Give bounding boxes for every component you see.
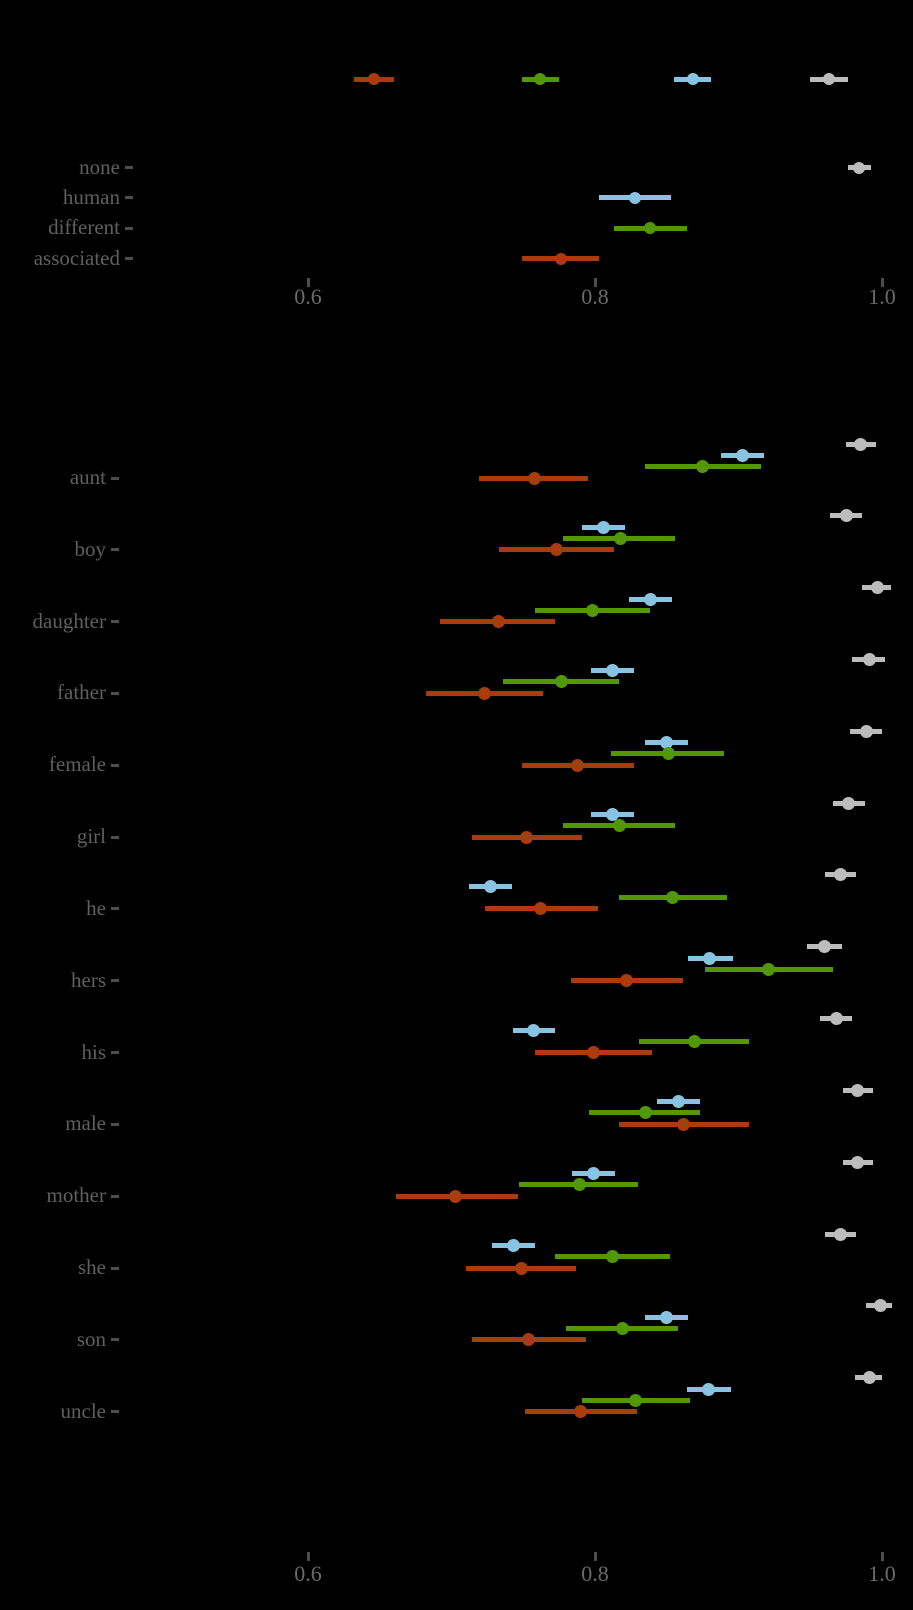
point-human (660, 1311, 673, 1324)
y-tick-mark (111, 836, 119, 839)
y-tick-mark (125, 257, 133, 260)
y-tick-mark (125, 227, 133, 230)
point-none (840, 509, 853, 522)
point-different (613, 819, 626, 832)
point-none (818, 940, 831, 953)
y-label-human: human (62, 184, 120, 209)
point-associated (574, 1405, 587, 1418)
y-label-he: he (86, 896, 106, 921)
x-tick-mark (881, 1552, 884, 1561)
y-tick-mark (111, 1338, 119, 1341)
x-tick-mark (307, 1552, 310, 1561)
point-associated (620, 974, 633, 987)
point-human (672, 1095, 685, 1108)
y-tick-mark (111, 1410, 119, 1413)
point-human (606, 664, 619, 677)
point-different (662, 747, 675, 760)
x-tick-label: 0.8 (581, 284, 609, 309)
y-tick-mark (111, 477, 119, 480)
y-tick-mark (111, 1267, 119, 1270)
point-human (597, 521, 610, 534)
y-label-daughter: daughter (32, 608, 106, 633)
y-label-none: none (79, 154, 120, 179)
point-associated (587, 1046, 600, 1059)
point-different (606, 1250, 619, 1263)
point-none (823, 73, 835, 85)
point-none (863, 1371, 876, 1384)
x-tick-label: 1.0 (868, 1561, 896, 1586)
point-none (860, 725, 873, 738)
point-associated (522, 1333, 535, 1346)
y-label-mother: mother (46, 1183, 106, 1208)
point-none (851, 1084, 864, 1097)
point-different (555, 675, 568, 688)
point-associated (534, 902, 547, 915)
x-tick-label: 1.0 (868, 284, 896, 309)
point-different (573, 1178, 586, 1191)
x-tick-mark (594, 1552, 597, 1561)
point-associated (571, 759, 584, 772)
point-different (762, 963, 775, 976)
y-label-father: father (57, 680, 106, 705)
y-tick-mark (111, 1051, 119, 1054)
y-tick-mark (111, 1123, 119, 1126)
point-associated (449, 1190, 462, 1203)
y-tick-mark (111, 1195, 119, 1198)
point-associated (515, 1262, 528, 1275)
point-different (616, 1322, 629, 1335)
point-human (687, 73, 699, 85)
point-associated (555, 253, 567, 265)
point-different (666, 891, 679, 904)
point-different (639, 1106, 652, 1119)
point-human (736, 449, 749, 462)
x-tick-label: 0.8 (581, 1561, 609, 1586)
y-tick-mark (111, 979, 119, 982)
point-associated (550, 543, 563, 556)
point-none (834, 868, 847, 881)
point-none (854, 438, 867, 451)
point-associated (520, 831, 533, 844)
point-different (696, 460, 709, 473)
point-associated (528, 472, 541, 485)
y-label-aunt: aunt (69, 465, 106, 490)
point-different (629, 1394, 642, 1407)
y-tick-mark (111, 548, 119, 551)
y-label-hers: hers (71, 967, 106, 992)
y-tick-mark (111, 692, 119, 695)
point-different (644, 222, 656, 234)
point-different (614, 532, 627, 545)
y-label-son: son (76, 1327, 106, 1352)
point-none (834, 1228, 847, 1241)
point-none (874, 1299, 887, 1312)
point-none (851, 1156, 864, 1169)
y-tick-mark (125, 166, 133, 169)
point-human (702, 1383, 715, 1396)
point-human (703, 952, 716, 965)
point-human (484, 880, 497, 893)
point-none (853, 162, 865, 174)
point-human (587, 1167, 600, 1180)
point-associated (368, 73, 380, 85)
y-tick-mark (125, 196, 133, 199)
y-label-his: his (81, 1039, 106, 1064)
point-human (507, 1239, 520, 1252)
point-none (842, 797, 855, 810)
y-tick-mark (111, 907, 119, 910)
point-associated (478, 687, 491, 700)
y-tick-mark (111, 764, 119, 767)
y-label-uncle: uncle (60, 1398, 106, 1423)
point-different (688, 1035, 701, 1048)
point-associated (677, 1118, 690, 1131)
y-label-boy: boy (74, 536, 106, 561)
y-label-girl: girl (76, 824, 106, 849)
point-human (644, 593, 657, 606)
y-label-male: male (65, 1111, 106, 1136)
point-associated (492, 615, 505, 628)
point-human (629, 192, 641, 204)
point-none (830, 1012, 843, 1025)
y-label-female: female (48, 752, 106, 777)
y-label-associated: associated (33, 245, 120, 270)
point-different (586, 604, 599, 617)
x-tick-label: 0.6 (294, 284, 322, 309)
x-tick-label: 0.6 (294, 1561, 322, 1586)
point-none (871, 581, 884, 594)
y-label-different: different (48, 215, 120, 240)
point-none (863, 653, 876, 666)
y-tick-mark (111, 620, 119, 623)
y-label-she: she (78, 1255, 106, 1280)
point-different (534, 73, 546, 85)
point-human (527, 1024, 540, 1037)
